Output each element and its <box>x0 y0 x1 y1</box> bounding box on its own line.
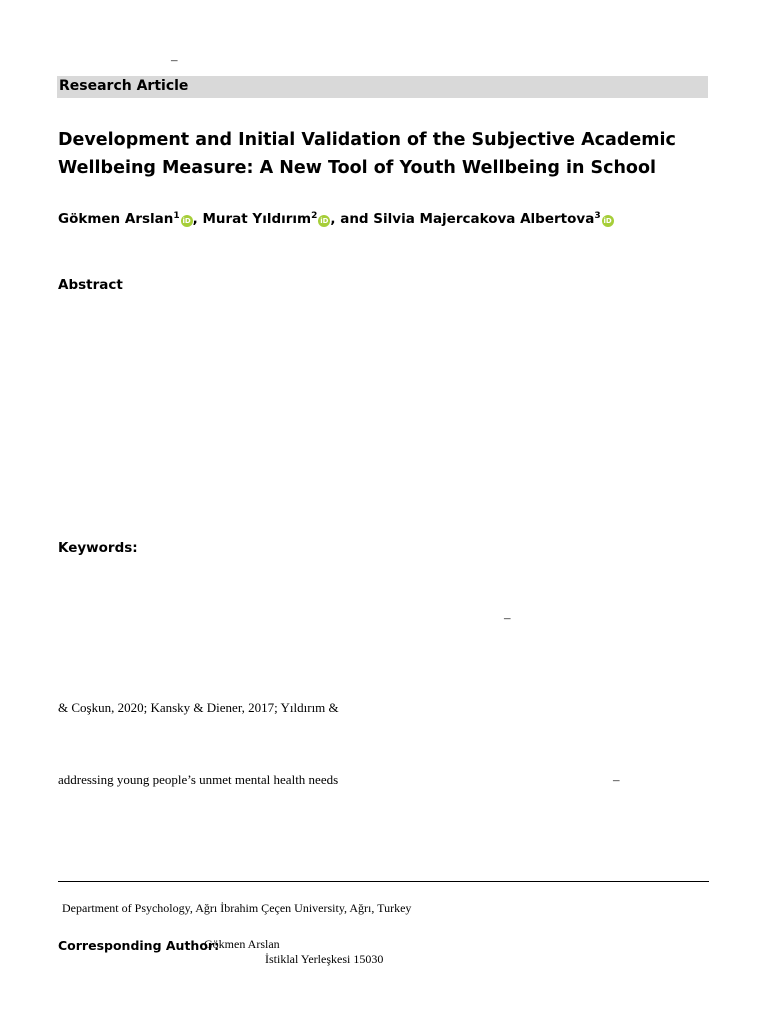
header-dash: – <box>171 52 178 67</box>
author-affiliation-number: 2 <box>311 211 318 221</box>
body-text-line: & Coşkun, 2020; Kansky & Diener, 2017; Yıldırım & <box>58 700 339 715</box>
paper-title: Development and Initial Validation of the Subjective Academic Wellbeing Measure: A New Tool of Youth Wellbeing in School <box>58 130 676 178</box>
orcid-icon[interactable]: iD <box>182 217 191 225</box>
article-type-label: Research Article <box>59 78 189 94</box>
body-text-line: addressing young people’s unmet mental health needs <box>58 772 339 787</box>
corresponding-author-address: İstiklal Yerleşkesi 15030 <box>265 952 384 966</box>
affiliation-note: Department of Psychology, Ağrı İbrahim Çeçen University, Ağrı, Turkey <box>62 901 412 915</box>
author-name: Silvia Majercakova Albertova <box>373 211 595 227</box>
corresponding-author-label: Corresponding Author: <box>58 938 220 953</box>
footnote-divider <box>58 881 709 882</box>
author-affiliation-number: 1 <box>173 211 180 221</box>
author-list <box>58 211 614 227</box>
keywords-heading: Keywords: <box>58 540 138 556</box>
body-dash: – <box>613 772 620 787</box>
body-dash: – <box>504 610 511 625</box>
orcid-icon[interactable]: iD <box>603 217 612 225</box>
orcid-icon[interactable]: iD <box>320 217 329 225</box>
author-name: Murat Yıldırım <box>202 211 312 227</box>
author-affiliation-number: 3 <box>594 211 601 221</box>
corresponding-author-name: Gökmen Arslan <box>204 937 280 951</box>
author-separator: , <box>192 211 203 227</box>
author-separator: , and <box>330 211 374 227</box>
abstract-heading: Abstract <box>58 277 123 293</box>
author-name: Gökmen Arslan <box>58 211 174 227</box>
article-type-band <box>57 76 708 98</box>
